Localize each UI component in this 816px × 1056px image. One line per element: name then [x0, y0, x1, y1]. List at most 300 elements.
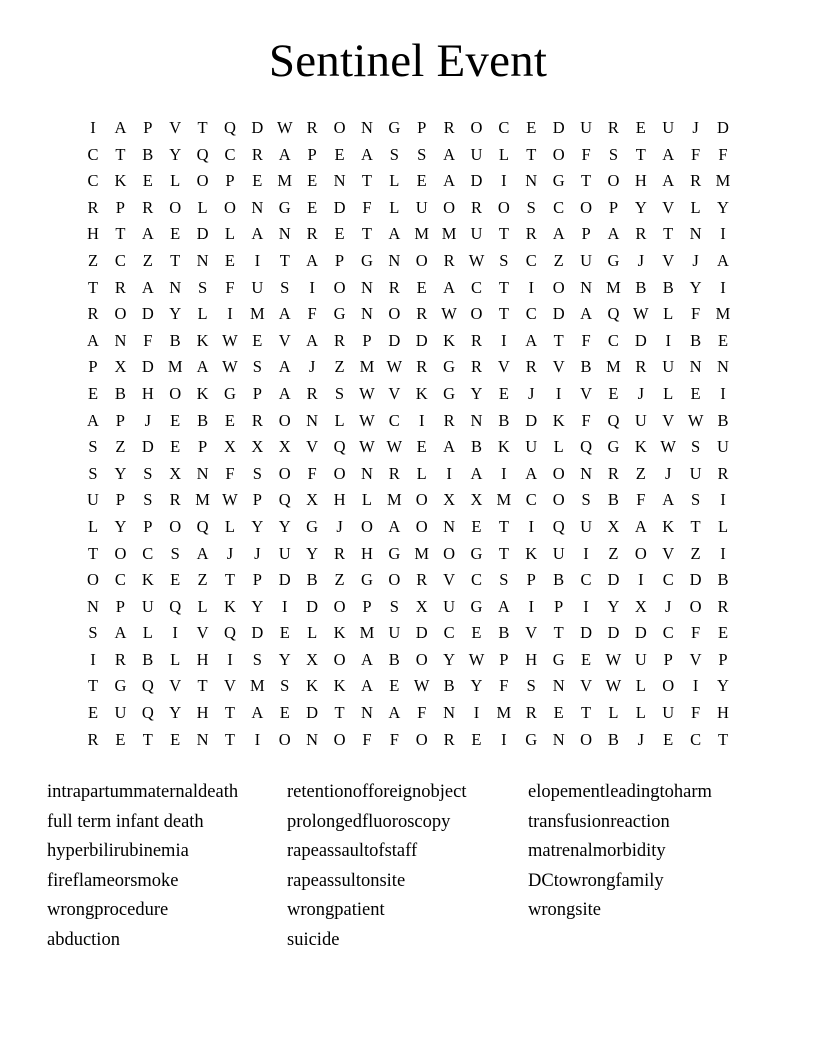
- grid-cell[interactable]: U: [87, 490, 99, 510]
- grid-cell[interactable]: N: [360, 118, 373, 137]
- grid-cell[interactable]: S: [252, 463, 262, 483]
- grid-cell[interactable]: F: [581, 410, 591, 430]
- grid-cell[interactable]: P: [88, 357, 98, 377]
- grid-cell[interactable]: L: [608, 703, 619, 723]
- grid-cell[interactable]: O: [278, 729, 291, 749]
- grid-cell[interactable]: U: [634, 410, 647, 430]
- grid-cell[interactable]: E: [471, 729, 482, 749]
- grid-cell[interactable]: P: [252, 490, 262, 510]
- grid-cell[interactable]: Y: [306, 543, 319, 563]
- grid-cell[interactable]: R: [388, 463, 400, 483]
- grid-cell[interactable]: V: [306, 437, 319, 457]
- grid-cell[interactable]: D: [717, 118, 729, 137]
- grid-cell[interactable]: U: [717, 437, 729, 457]
- word-list-item[interactable]: DCtowrongfamily: [528, 870, 664, 891]
- grid-cell[interactable]: B: [580, 357, 592, 377]
- grid-cell[interactable]: F: [691, 703, 701, 723]
- grid-cell[interactable]: Q: [141, 676, 154, 696]
- grid-cell[interactable]: G: [607, 437, 620, 457]
- grid-cell[interactable]: U: [388, 623, 401, 643]
- grid-cell[interactable]: O: [388, 570, 401, 590]
- grid-cell[interactable]: B: [142, 649, 154, 669]
- grid-cell[interactable]: L: [498, 144, 509, 164]
- grid-cell[interactable]: X: [634, 596, 647, 616]
- grid-cell[interactable]: L: [224, 516, 235, 536]
- grid-cell[interactable]: R: [87, 304, 99, 324]
- grid-cell[interactable]: M: [715, 171, 731, 191]
- grid-cell[interactable]: J: [226, 543, 234, 563]
- grid-cell[interactable]: V: [580, 383, 592, 403]
- grid-cell[interactable]: A: [278, 357, 291, 377]
- grid-cell[interactable]: F: [581, 330, 591, 350]
- grid-cell[interactable]: D: [251, 623, 264, 643]
- grid-cell[interactable]: I: [583, 543, 589, 563]
- grid-cell[interactable]: D: [141, 304, 154, 324]
- grid-cell[interactable]: R: [416, 570, 428, 590]
- grid-cell[interactable]: D: [580, 623, 592, 643]
- grid-cell[interactable]: O: [580, 729, 592, 749]
- grid-cell[interactable]: P: [115, 490, 125, 510]
- grid-cell[interactable]: G: [306, 516, 319, 536]
- grid-cell[interactable]: S: [88, 463, 98, 483]
- grid-cell[interactable]: O: [333, 649, 346, 669]
- grid-cell[interactable]: I: [720, 383, 726, 403]
- grid-cell[interactable]: J: [254, 543, 261, 563]
- grid-cell[interactable]: R: [690, 171, 702, 191]
- grid-cell[interactable]: R: [334, 543, 346, 563]
- grid-cell[interactable]: A: [306, 250, 319, 270]
- grid-cell[interactable]: G: [278, 197, 291, 217]
- word-list-item[interactable]: prolongedfluoroscopy: [287, 811, 451, 832]
- grid-cell[interactable]: T: [580, 703, 592, 723]
- grid-cell[interactable]: D: [634, 623, 647, 643]
- grid-cell[interactable]: V: [580, 676, 592, 696]
- grid-cell[interactable]: E: [526, 118, 537, 137]
- grid-cell[interactable]: R: [525, 703, 537, 723]
- grid-cell[interactable]: N: [525, 171, 538, 191]
- grid-cell[interactable]: N: [360, 304, 373, 324]
- grid-cell[interactable]: M: [359, 357, 375, 377]
- grid-cell[interactable]: L: [197, 304, 208, 324]
- grid-cell[interactable]: F: [581, 144, 591, 164]
- grid-cell[interactable]: M: [496, 703, 512, 723]
- grid-cell[interactable]: B: [498, 410, 510, 430]
- grid-cell[interactable]: J: [692, 250, 699, 270]
- grid-cell[interactable]: Q: [607, 304, 620, 324]
- grid-cell[interactable]: L: [635, 676, 646, 696]
- grid-cell[interactable]: F: [143, 330, 153, 350]
- grid-cell[interactable]: H: [634, 171, 647, 191]
- word-list-item[interactable]: transfusionreaction: [528, 811, 670, 832]
- grid-cell[interactable]: O: [552, 277, 565, 297]
- grid-cell[interactable]: G: [525, 729, 538, 749]
- grid-cell[interactable]: W: [359, 383, 375, 403]
- grid-cell[interactable]: H: [360, 543, 373, 563]
- grid-cell[interactable]: N: [580, 463, 592, 483]
- grid-cell[interactable]: I: [172, 623, 178, 643]
- grid-cell[interactable]: V: [443, 570, 456, 590]
- grid-cell[interactable]: S: [526, 197, 536, 217]
- grid-cell[interactable]: U: [689, 463, 702, 483]
- grid-cell[interactable]: C: [525, 250, 537, 270]
- grid-cell[interactable]: R: [416, 357, 428, 377]
- word-list-item[interactable]: rapeassultonsite: [287, 870, 406, 891]
- grid-cell[interactable]: P: [115, 197, 125, 217]
- grid-cell[interactable]: R: [306, 118, 318, 137]
- grid-cell[interactable]: Q: [141, 703, 154, 723]
- grid-cell[interactable]: A: [196, 543, 209, 563]
- grid-cell[interactable]: A: [251, 703, 264, 723]
- grid-cell[interactable]: F: [499, 676, 509, 696]
- grid-cell[interactable]: E: [389, 676, 400, 696]
- grid-cell[interactable]: C: [607, 330, 619, 350]
- grid-cell[interactable]: I: [555, 383, 562, 403]
- grid-cell[interactable]: B: [717, 570, 729, 590]
- grid-cell[interactable]: B: [169, 330, 181, 350]
- grid-cell[interactable]: L: [87, 516, 99, 536]
- word-list-item[interactable]: wrongpatient: [287, 900, 385, 921]
- grid-cell[interactable]: K: [497, 437, 510, 457]
- grid-cell[interactable]: O: [196, 171, 209, 191]
- grid-cell[interactable]: I: [227, 649, 233, 669]
- grid-cell[interactable]: L: [170, 649, 181, 669]
- grid-cell[interactable]: A: [388, 516, 401, 536]
- grid-cell[interactable]: U: [580, 516, 592, 536]
- grid-cell[interactable]: S: [197, 277, 208, 297]
- grid-cell[interactable]: H: [525, 649, 538, 669]
- grid-cell[interactable]: E: [142, 171, 153, 191]
- grid-cell[interactable]: O: [470, 118, 483, 137]
- grid-cell[interactable]: A: [552, 224, 565, 244]
- grid-cell[interactable]: W: [605, 676, 622, 696]
- grid-cell[interactable]: B: [470, 437, 482, 457]
- grid-cell[interactable]: B: [114, 383, 126, 403]
- grid-cell[interactable]: P: [608, 197, 619, 217]
- grid-cell[interactable]: U: [662, 357, 675, 377]
- grid-cell[interactable]: V: [169, 676, 182, 696]
- grid-cell[interactable]: Q: [196, 516, 209, 536]
- grid-cell[interactable]: E: [717, 330, 729, 350]
- grid-cell[interactable]: A: [251, 224, 264, 244]
- grid-cell[interactable]: N: [443, 703, 456, 723]
- grid-cell[interactable]: X: [224, 437, 236, 457]
- grid-cell[interactable]: K: [141, 570, 154, 590]
- grid-cell[interactable]: R: [525, 357, 537, 377]
- grid-cell[interactable]: D: [634, 330, 647, 350]
- grid-cell[interactable]: R: [142, 197, 154, 217]
- grid-cell[interactable]: M: [386, 490, 402, 510]
- grid-cell[interactable]: R: [388, 277, 400, 297]
- grid-cell[interactable]: S: [691, 490, 701, 510]
- grid-cell[interactable]: D: [333, 197, 346, 217]
- grid-cell[interactable]: P: [115, 410, 125, 430]
- grid-cell[interactable]: N: [114, 330, 127, 350]
- grid-cell[interactable]: B: [607, 490, 619, 510]
- grid-cell[interactable]: I: [501, 171, 507, 191]
- grid-cell[interactable]: A: [114, 623, 127, 643]
- grid-cell[interactable]: D: [552, 118, 565, 137]
- grid-cell[interactable]: A: [443, 277, 456, 297]
- grid-cell[interactable]: K: [196, 330, 209, 350]
- grid-cell[interactable]: H: [333, 490, 346, 510]
- grid-cell[interactable]: T: [580, 171, 592, 191]
- grid-cell[interactable]: M: [496, 490, 512, 510]
- grid-cell[interactable]: I: [583, 596, 589, 616]
- grid-cell[interactable]: E: [170, 570, 181, 590]
- grid-cell[interactable]: R: [470, 330, 482, 350]
- grid-cell[interactable]: E: [334, 144, 345, 164]
- grid-cell[interactable]: A: [443, 144, 456, 164]
- grid-cell[interactable]: A: [360, 676, 373, 696]
- grid-cell[interactable]: R: [306, 224, 318, 244]
- grid-cell[interactable]: S: [389, 144, 399, 164]
- grid-cell[interactable]: U: [470, 224, 483, 244]
- grid-cell[interactable]: C: [498, 118, 510, 137]
- grid-cell[interactable]: I: [446, 463, 452, 483]
- grid-cell[interactable]: E: [663, 729, 674, 749]
- grid-cell[interactable]: G: [360, 250, 373, 270]
- grid-cell[interactable]: Y: [278, 516, 291, 536]
- grid-cell[interactable]: K: [333, 623, 346, 643]
- grid-cell[interactable]: I: [90, 649, 96, 669]
- grid-cell[interactable]: P: [526, 570, 536, 590]
- grid-cell[interactable]: B: [690, 330, 702, 350]
- grid-cell[interactable]: C: [87, 144, 99, 164]
- grid-cell[interactable]: A: [443, 437, 456, 457]
- grid-cell[interactable]: X: [114, 357, 127, 377]
- grid-cell[interactable]: E: [252, 171, 263, 191]
- grid-cell[interactable]: T: [663, 224, 674, 244]
- grid-cell[interactable]: U: [662, 118, 675, 137]
- grid-cell[interactable]: E: [170, 224, 181, 244]
- grid-cell[interactable]: W: [468, 250, 485, 270]
- word-list-item[interactable]: wrongprocedure: [47, 900, 169, 921]
- grid-cell[interactable]: Z: [635, 463, 646, 483]
- grid-cell[interactable]: C: [142, 543, 154, 563]
- grid-cell[interactable]: V: [525, 623, 538, 643]
- grid-cell[interactable]: J: [637, 729, 645, 749]
- grid-cell[interactable]: C: [553, 197, 565, 217]
- grid-cell[interactable]: I: [501, 729, 507, 749]
- grid-cell[interactable]: U: [443, 596, 456, 616]
- grid-cell[interactable]: A: [278, 383, 291, 403]
- grid-cell[interactable]: D: [141, 357, 154, 377]
- grid-cell[interactable]: P: [362, 596, 372, 616]
- grid-cell[interactable]: I: [254, 729, 261, 749]
- grid-cell[interactable]: I: [665, 330, 671, 350]
- grid-cell[interactable]: V: [552, 357, 565, 377]
- grid-cell[interactable]: B: [662, 277, 674, 297]
- grid-cell[interactable]: I: [720, 543, 726, 563]
- grid-cell[interactable]: Y: [607, 596, 620, 616]
- grid-cell[interactable]: Y: [634, 197, 647, 217]
- grid-cell[interactable]: H: [196, 703, 209, 723]
- grid-cell[interactable]: O: [333, 463, 346, 483]
- grid-cell[interactable]: Q: [333, 437, 346, 457]
- grid-cell[interactable]: Z: [608, 543, 619, 563]
- grid-cell[interactable]: N: [251, 197, 264, 217]
- grid-cell[interactable]: T: [142, 729, 153, 749]
- grid-cell[interactable]: A: [360, 144, 373, 164]
- grid-cell[interactable]: V: [169, 118, 182, 137]
- grid-cell[interactable]: Z: [197, 570, 208, 590]
- grid-cell[interactable]: R: [306, 383, 318, 403]
- grid-cell[interactable]: E: [498, 383, 509, 403]
- grid-cell[interactable]: F: [225, 277, 235, 297]
- grid-cell[interactable]: G: [388, 118, 401, 137]
- grid-cell[interactable]: I: [281, 596, 288, 616]
- grid-cell[interactable]: R: [635, 224, 647, 244]
- grid-cell[interactable]: S: [581, 490, 591, 510]
- grid-cell[interactable]: W: [687, 410, 704, 430]
- grid-cell[interactable]: O: [552, 490, 565, 510]
- grid-cell[interactable]: V: [388, 383, 401, 403]
- grid-cell[interactable]: O: [388, 304, 401, 324]
- grid-cell[interactable]: O: [552, 144, 565, 164]
- word-list-item[interactable]: rapeassaultofstaff: [287, 841, 418, 862]
- grid-cell[interactable]: B: [607, 729, 619, 749]
- grid-cell[interactable]: N: [196, 250, 209, 270]
- grid-cell[interactable]: I: [227, 304, 233, 324]
- grid-cell[interactable]: O: [114, 304, 127, 324]
- grid-cell[interactable]: R: [525, 224, 537, 244]
- grid-cell[interactable]: O: [360, 516, 373, 536]
- grid-cell[interactable]: R: [607, 118, 619, 137]
- grid-cell[interactable]: E: [279, 623, 290, 643]
- grid-cell[interactable]: F: [362, 729, 372, 749]
- grid-cell[interactable]: H: [196, 649, 209, 669]
- grid-cell[interactable]: T: [334, 703, 345, 723]
- grid-cell[interactable]: U: [114, 703, 127, 723]
- grid-cell[interactable]: U: [141, 596, 154, 616]
- word-list-item[interactable]: elopementleadingtoharm: [528, 782, 712, 802]
- grid-cell[interactable]: O: [497, 197, 510, 217]
- grid-cell[interactable]: X: [278, 437, 291, 457]
- grid-cell[interactable]: P: [554, 596, 564, 616]
- grid-cell[interactable]: P: [143, 516, 153, 536]
- grid-cell[interactable]: G: [388, 543, 401, 563]
- grid-cell[interactable]: O: [224, 197, 236, 217]
- grid-cell[interactable]: D: [607, 623, 620, 643]
- word-list-item[interactable]: abduction: [47, 929, 120, 950]
- grid-cell[interactable]: A: [278, 144, 291, 164]
- grid-cell[interactable]: P: [252, 570, 262, 590]
- grid-cell[interactable]: C: [388, 410, 400, 430]
- grid-cell[interactable]: N: [689, 357, 702, 377]
- grid-cell[interactable]: S: [88, 437, 98, 457]
- grid-cell[interactable]: M: [414, 224, 430, 244]
- grid-cell[interactable]: G: [114, 676, 127, 696]
- grid-cell[interactable]: G: [552, 649, 565, 669]
- grid-cell[interactable]: P: [718, 649, 728, 669]
- grid-cell[interactable]: S: [280, 277, 290, 297]
- grid-cell[interactable]: W: [222, 490, 238, 510]
- grid-cell[interactable]: F: [636, 490, 646, 510]
- grid-cell[interactable]: D: [251, 118, 264, 137]
- grid-cell[interactable]: R: [443, 729, 455, 749]
- grid-cell[interactable]: T: [197, 676, 208, 696]
- grid-cell[interactable]: L: [307, 623, 318, 643]
- grid-cell[interactable]: T: [635, 144, 646, 164]
- grid-cell[interactable]: N: [552, 729, 565, 749]
- grid-cell[interactable]: C: [525, 490, 537, 510]
- grid-cell[interactable]: E: [170, 410, 181, 430]
- grid-cell[interactable]: N: [278, 224, 291, 244]
- grid-cell[interactable]: E: [334, 224, 345, 244]
- grid-cell[interactable]: C: [662, 623, 674, 643]
- grid-cell[interactable]: G: [443, 383, 456, 403]
- grid-cell[interactable]: N: [360, 277, 373, 297]
- grid-cell[interactable]: S: [252, 357, 262, 377]
- grid-cell[interactable]: O: [278, 463, 291, 483]
- grid-cell[interactable]: R: [251, 410, 263, 430]
- grid-cell[interactable]: S: [170, 543, 180, 563]
- grid-cell[interactable]: V: [196, 623, 209, 643]
- grid-cell[interactable]: X: [306, 490, 319, 510]
- grid-cell[interactable]: C: [224, 144, 236, 164]
- grid-cell[interactable]: Y: [251, 516, 264, 536]
- grid-cell[interactable]: E: [690, 383, 701, 403]
- grid-cell[interactable]: F: [691, 304, 701, 324]
- grid-cell[interactable]: E: [307, 197, 318, 217]
- grid-cell[interactable]: F: [389, 729, 399, 749]
- grid-cell[interactable]: I: [501, 330, 507, 350]
- grid-cell[interactable]: O: [114, 543, 127, 563]
- grid-cell[interactable]: T: [224, 729, 235, 749]
- grid-cell[interactable]: W: [386, 357, 403, 377]
- grid-cell[interactable]: T: [717, 729, 729, 749]
- grid-cell[interactable]: C: [87, 171, 99, 191]
- grid-cell[interactable]: N: [717, 357, 729, 377]
- grid-cell[interactable]: D: [196, 224, 209, 244]
- grid-cell[interactable]: Z: [690, 543, 701, 563]
- grid-cell[interactable]: Y: [443, 649, 456, 669]
- grid-cell[interactable]: U: [552, 543, 565, 563]
- grid-cell[interactable]: Z: [334, 357, 345, 377]
- grid-cell[interactable]: Q: [169, 596, 182, 616]
- grid-cell[interactable]: W: [386, 437, 403, 457]
- grid-cell[interactable]: M: [715, 304, 731, 324]
- grid-cell[interactable]: J: [144, 410, 151, 430]
- grid-cell[interactable]: X: [607, 516, 620, 536]
- grid-cell[interactable]: A: [717, 250, 729, 270]
- word-list-item[interactable]: suicide: [287, 929, 340, 950]
- grid-cell[interactable]: L: [170, 171, 181, 191]
- grid-cell[interactable]: Y: [470, 676, 483, 696]
- grid-cell[interactable]: T: [361, 171, 372, 191]
- grid-cell[interactable]: L: [389, 197, 400, 217]
- grid-cell[interactable]: R: [416, 304, 428, 324]
- grid-cell[interactable]: M: [441, 224, 457, 244]
- grid-cell[interactable]: T: [361, 224, 372, 244]
- grid-cell[interactable]: G: [552, 171, 565, 191]
- grid-cell[interactable]: T: [87, 676, 99, 696]
- grid-cell[interactable]: B: [635, 277, 647, 297]
- grid-cell[interactable]: S: [143, 490, 153, 510]
- grid-cell[interactable]: S: [280, 676, 290, 696]
- grid-cell[interactable]: C: [690, 729, 702, 749]
- grid-cell[interactable]: C: [470, 570, 482, 590]
- grid-cell[interactable]: T: [197, 118, 208, 137]
- grid-cell[interactable]: P: [663, 649, 673, 669]
- grid-cell[interactable]: W: [633, 304, 649, 324]
- grid-cell[interactable]: J: [665, 596, 672, 616]
- grid-cell[interactable]: U: [415, 197, 428, 217]
- grid-cell[interactable]: O: [169, 516, 182, 536]
- grid-cell[interactable]: I: [309, 277, 315, 297]
- grid-cell[interactable]: T: [498, 304, 509, 324]
- grid-cell[interactable]: E: [170, 729, 181, 749]
